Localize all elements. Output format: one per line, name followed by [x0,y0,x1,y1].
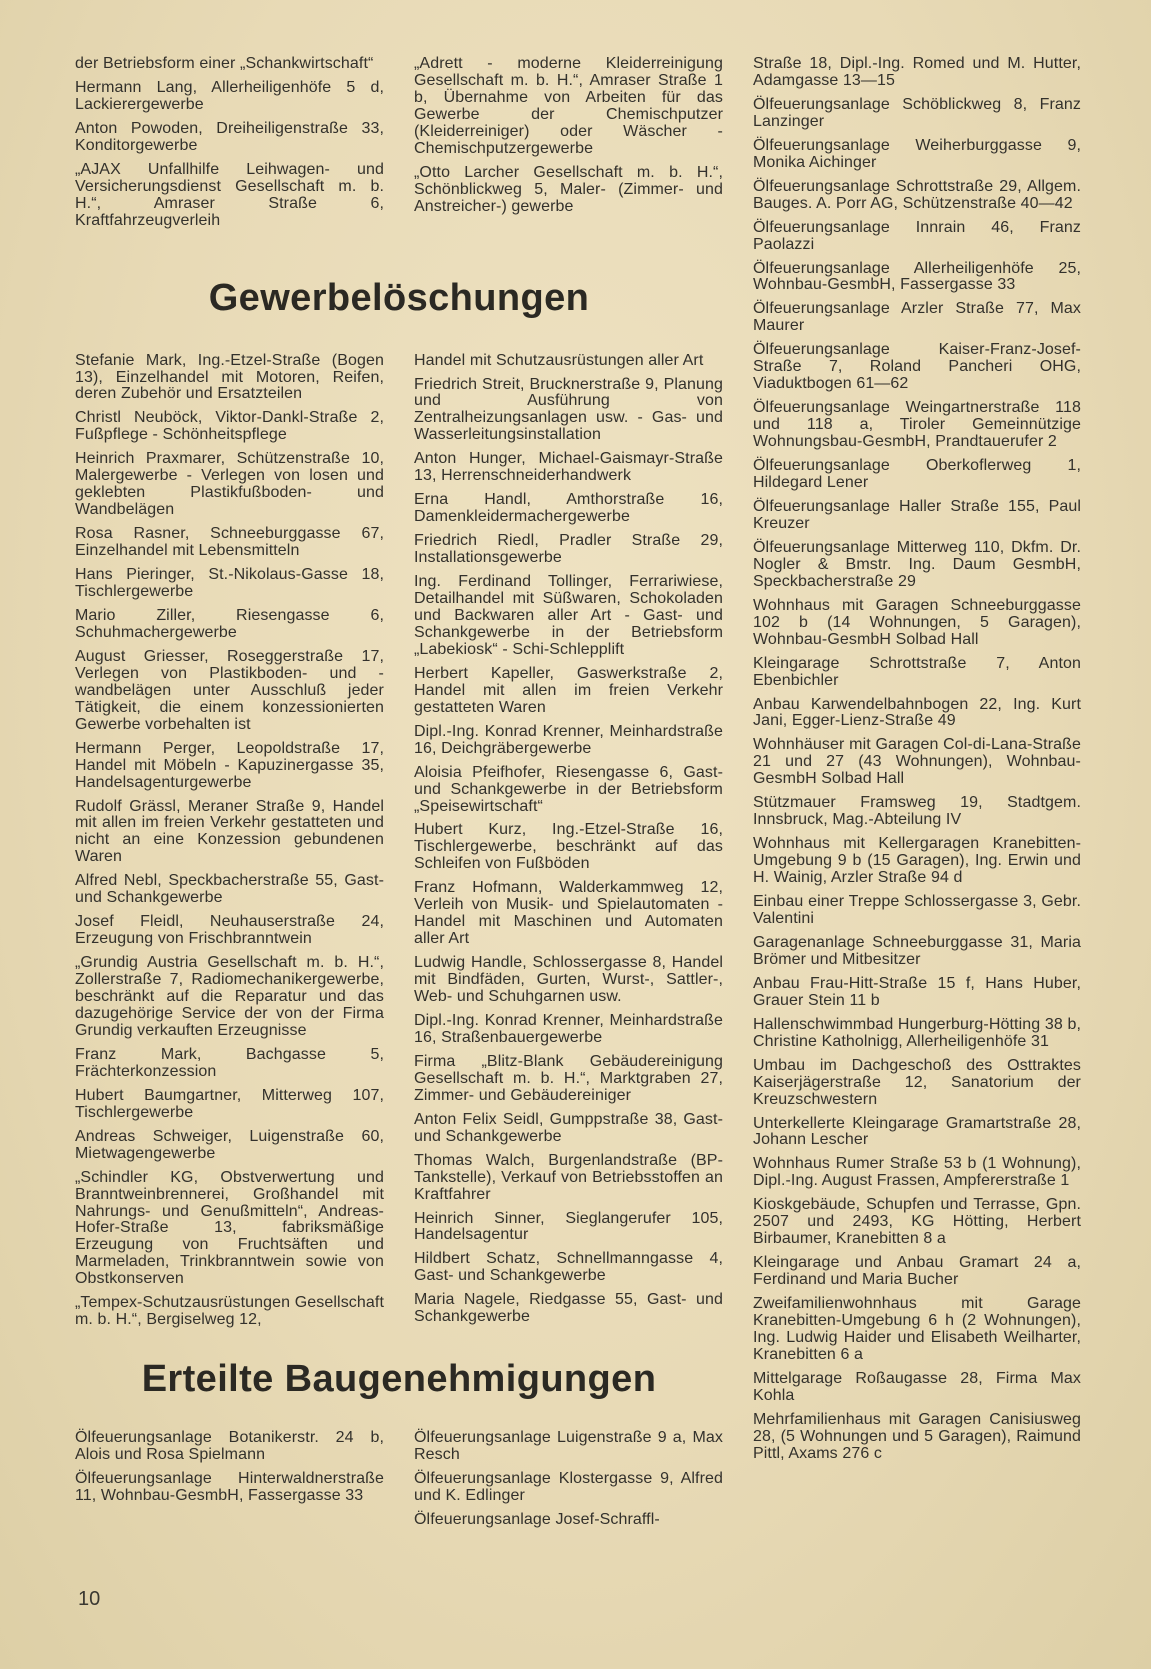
entry: Hans Pieringer, St.-Nikolaus-Gasse 18, Tischlergewerbe [75,566,384,601]
entry: „AJAX Unfallhilfe Leihwagen- und Versicherungsdienst Gesellschaft m. b. H.“, Amraser Straße 6, Kraftfahrzeugverleih [75,160,384,229]
entry: Ölfeuerungsanlage Schöblickweg 8, Franz Lanzinger [753,95,1081,130]
entry: Rudolf Grässl, Meraner Straße 9, Handel mit allen im freien Verkehr gestatteten und nicht an eine Konzession gebundenen Waren [75,797,384,866]
entry: Handel mit Schutzausrüstungen aller Art [414,351,704,369]
entry: Ölfeuerungsanlage Botanikerstr. 24 b, Alois und Rosa Spielmann [75,1429,384,1464]
page-number: 10 [78,1588,101,1610]
entry: Dipl.-Ing. Konrad Krenner, Meinhardstraße 16, Straßenbauergewerbe [414,1011,723,1046]
entry: Mittelgarage Roßaugasse 28, Firma Max Kohla [753,1369,1081,1404]
entry: Anbau Karwendelbahnbogen 22, Ing. Kurt Jani, Egger-Lienz-Straße 49 [753,695,1081,730]
entry: Aloisia Pfeifhofer, Riesengasse 6, Gast- und Schankgewerbe in der Betriebsform „Speisewirtschaft“ [414,763,723,815]
entry: Dipl.-Ing. Konrad Krenner, Meinhardstraße 16, Deichgräbergewerbe [414,722,723,757]
entry: Umbau im Dachgeschoß des Osttraktes Kaiserjägerstraße 12, Sanatorium der Kreuzschwestern [753,1056,1081,1108]
entry: Ölfeuerungsanlage Haller Straße 155, Paul Kreuzer [753,497,1081,532]
entry: Friedrich Riedl, Pradler Straße 29, Installationsgewerbe [414,532,723,567]
entry: Friedrich Streit, Brucknerstraße 9, Planung und Ausführung von Zentralheizungsanlagen usw. - Gas- und Wasserleitungsinstallation [414,375,723,444]
entry: Ölfeuerungsanlage Klostergasse 9, Alfred und K. Edlinger [414,1470,723,1505]
entry: Alfred Nebl, Speckbacherstraße 55, Gast- und Schankgewerbe [75,872,384,907]
top-left-column [75,56,384,237]
entry: „Otto Larcher Gesellschaft m. b. H.“, Schönblickweg 5, Maler- (Zimmer- und Anstreicher-) gewerbe [414,163,723,215]
entry: Ölfeuerungsanlage Luigenstraße 9 a, Max Resch [414,1429,723,1464]
entry: Anton Hunger, Michael-Gaismayr-Straße 13, Herrenschneiderhandwerk [414,450,723,485]
entry: Heinrich Sinner, Sieglangerufer 105, Handelsagentur [414,1209,723,1244]
entry: Ölfeuerungsanlage Innrain 46, Franz Paolazzi [753,218,1081,253]
entry: Maria Nagele, Riedgasse 55, Gast- und Schankgewerbe [414,1291,723,1326]
entry: Andreas Schweiger, Luigenstraße 60, Mietwagengewerbe [75,1127,384,1162]
entry: Straße 18, Dipl.-Ing. Romed und M. Hutter, Adamgasse 13—15 [753,55,1081,89]
main-area [75,56,723,1536]
entry: Ölfeuerungsanlage Arzler Straße 77, Max Maurer [753,300,1081,335]
entry: Ölfeuerungsanlage Mitterweg 110, Dkfm. Dr. Nogler & Bmstr. Ing. Daum GesmbH, Speckbacherstraße 29 [753,538,1081,590]
entry: Mehrfamilienhaus mit Garagen Canisiusweg 28, (5 Wohnungen und 5 Garagen), Raimund Pittl, Axams 276 c [753,1410,1081,1462]
entry: Zweifamilienwohnhaus mit Garage Kranebitten-Umgebung 6 h (2 Wohnungen), Ing. Ludwig Haider und Elisabeth Weilharter, Kranebitten 6 a [753,1295,1081,1363]
entry: Mario Ziller, Riesengasse 6, Schuhmachergewerbe [75,606,384,641]
entry: Ing. Ferdinand Tollinger, Ferrariwiese, Detailhandel mit Süßwaren, Schokoladen und Backwaren aller Art - Gast- und Schankgewerbe in der Betriebsform „Labekiosk“ - Schi-Schlepplift [414,573,723,658]
entry: Anbau Frau-Hitt-Straße 15 f, Hans Huber, Grauer Stein 11 b [753,974,1081,1009]
entry: „Schindler KG, Obstverwertung und Branntweinbrennerei, Großhandel mit Nahrungs- und Genußmitteln“, Andreas-Hofer-Straße 13, fabriksmäßige Erzeugung von Fruchtsäften und Marmeladen, Trinkbranntwein sowie von Obstkonserven [75,1168,384,1288]
baugenehmigungen-middle-column [414,1430,723,1536]
entry: Anton Felix Seidl, Gumppstraße 38, Gast- und Schankgewerbe [414,1110,723,1145]
top-middle-column [414,56,723,237]
entry: Anton Powoden, Dreiheiligenstraße 33, Konditorgewerbe [75,119,384,154]
entry: Unterkellerte Kleingarage Gramartstraße 28, Johann Lescher [753,1114,1081,1149]
entry: Kleingarage und Anbau Gramart 24 a, Ferdinand und Maria Bucher [753,1254,1081,1289]
entry: Hermann Perger, Leopoldstraße 17, Handel mit Möbeln - Kapuzinergasse 35, Handelsagenturgewerbe [75,739,384,791]
entry: Hallenschwimmbad Hungerburg-Hötting 38 b, Christine Katholnigg, Allerheiligenhöfe 31 [753,1015,1081,1050]
entry: Kleingarage Schrottstraße 7, Anton Ebenbichler [753,654,1081,689]
entry: Stefanie Mark, Ing.-Etzel-Straße (Bogen 13), Einzelhandel mit Motoren, Reifen, deren Zubehör und Ersatzteilen [75,351,384,403]
baugenehmigungen-section [75,1430,723,1536]
entry: Hermann Lang, Allerheiligenhöfe 5 d, Lackierergewerbe [75,78,384,113]
entry: „Adrett - moderne Kleiderreinigung Gesellschaft m. b. H.“, Amraser Straße 1 b, Übernahme von Arbeiten für das Gewerbe der Chemischputzer (Kleiderreiniger) oder Wäscher - Chemischputzergewerbe [414,55,723,157]
entry: Garagenanlage Schneeburggasse 31, Maria Brömer und Mitbesitzer [753,933,1081,968]
entry: Ölfeuerungsanlage Hinterwaldnerstraße 11, Wohnbau-GesmbH, Fassergasse 33 [75,1470,384,1505]
entry: Franz Mark, Bachgasse 5, Frächterkonzession [75,1045,384,1080]
top-continuation-section [75,56,723,237]
entry: Hubert Kurz, Ing.-Etzel-Straße 16, Tischlergewerbe, beschränkt auf das Schleifen von Fußböden [414,821,723,873]
entry: Hildbert Schatz, Schnellmanngasse 4, Gast- und Schankgewerbe [414,1250,723,1285]
entry: Wohnhaus mit Garagen Schneeburggasse 102 b (14 Wohnungen, 5 Garagen), Wohnbau-GesmbH Solbad Hall [753,596,1081,648]
entry: Hubert Baumgartner, Mitterweg 107, Tischlergewerbe [75,1086,384,1121]
gewerbeloeschungen-heading: Gewerbelöschungen [208,276,590,319]
entry: Ölfeuerungsanlage Schrottstraße 29, Allgem. Bauges. A. Porr AG, Schützenstraße 40—42 [753,177,1081,212]
entry: Ölfeuerungsanlage Weiherburggasse 9, Monika Aichinger [753,136,1081,171]
entry: „Grundig Austria Gesellschaft m. b. H.“, Zollerstraße 7, Radiomechanikergewerbe, beschränkt auf die Reparatur und das dazugehörige Service der von der Firma Grundig verkauften Erzeugnisse [75,954,384,1039]
entry: Thomas Walch, Burgenlandstraße (BP-Tankstelle), Verkauf von Betriebsstoffen an Kraftfahrer [414,1151,723,1203]
entry: „Tempex-Schutzausrüstungen Gesellschaft m. b. H.“, Bergiselweg 12, [75,1294,384,1329]
entry: Herbert Kapeller, Gaswerkstraße 2, Handel mit allen im freien Verkehr gestatteten Waren [414,664,723,716]
gewerbeloeschungen-left-column [75,353,384,1337]
entry: Ölfeuerungsanlage Kaiser-Franz-Josef-Straße 7, Roland Pancheri OHG, Viaduktbogen 61—62 [753,341,1081,393]
entry: Wohnhaus mit Kellergaragen Kranebitten-Umgebung 9 b (15 Garagen), Ing. Erwin und H. Wainig, Arzler Straße 94 d [753,835,1081,887]
entry: Heinrich Praxmarer, Schützenstraße 10, Malergewerbe - Verlegen von losen und geklebten Plastikfußboden- und Wandbelägen [75,450,384,519]
entry: Firma „Blitz-Blank Gebäudereinigung Gesellschaft m. b. H.“, Marktgraben 27, Zimmer- und Gebäudereiniger [414,1052,723,1104]
entry: Wohnhäuser mit Garagen Col-di-Lana-Straße 21 und 27 (43 Wohnungen), Wohnbau-GesmbH Solbad Hall [753,736,1081,788]
entry: August Griesser, Roseggerstraße 17, Verlegen von Plastikboden- und -wandbelägen unter Ausschluß jeder Tätigkeit, die einem konzessionierten Gewerbe vorbehalten ist [75,647,384,733]
entry: Ölfeuerungsanlage Oberkoflerweg 1, Hildegard Lener [753,457,1081,492]
entry: Ölfeuerungsanlage Weingartnerstraße 118 und 118 a, Tiroler Gemeinnützige Wohnungsbau-GesmbH, Prandtauerufer 2 [753,399,1081,451]
entry: Wohnhaus Rumer Straße 53 b (1 Wohnung), Dipl.-Ing. August Frassen, Ampfererstraße 1 [753,1155,1081,1190]
entry: Ölfeuerungsanlage Allerheiligenhöfe 25, Wohnbau-GesmbH, Fassergasse 33 [753,259,1081,294]
page-columns [75,56,1151,1536]
entry: Josef Fleidl, Neuhauserstraße 24, Erzeugung von Frischbranntwein [75,913,384,948]
entry: Stützmauer Framsweg 19, Stadtgem. Innsbruck, Mag.-Abteilung IV [753,794,1081,829]
entry: Ludwig Handle, Schlossergasse 8, Handel mit Bindfäden, Gurten, Wurst-, Sattler-, Web- und Schuhgarnen usw. [414,954,723,1006]
baugenehmigungen-heading: Erteilte Baugenehmigungen [141,1358,657,1401]
entry: Ölfeuerungsanlage Josef-Schraffl- [414,1511,660,1528]
entry: Kioskgebäude, Schupfen und Terrasse, Gpn. 2507 und 2493, KG Hötting, Herbert Birbaumer, Kranebitten 8 a [753,1196,1081,1248]
entry: Rosa Rasner, Schneeburggasse 67, Einzelhandel mit Lebensmitteln [75,525,384,560]
right-column [753,56,1081,1536]
baugenehmigungen-left-column [75,1430,384,1536]
entry: Franz Hofmann, Walderkammweg 12, Verleih von Musik- und Spielautomaten - Handel mit Maschinen und Automaten aller Art [414,879,723,948]
gewerbeloeschungen-middle-column [414,353,723,1337]
entry: Christl Neuböck, Viktor-Dankl-Straße 2, Fußpflege - Schönheitspflege [75,409,384,444]
entry: Einbau einer Treppe Schlossergasse 3, Gebr. Valentini [753,893,1081,927]
gewerbeloeschungen-section [75,353,723,1337]
entry: der Betriebsform einer „Schankwirtschaft“ [75,55,374,72]
entry: Erna Handl, Amthorstraße 16, Damenkleidermachergewerbe [414,491,723,526]
